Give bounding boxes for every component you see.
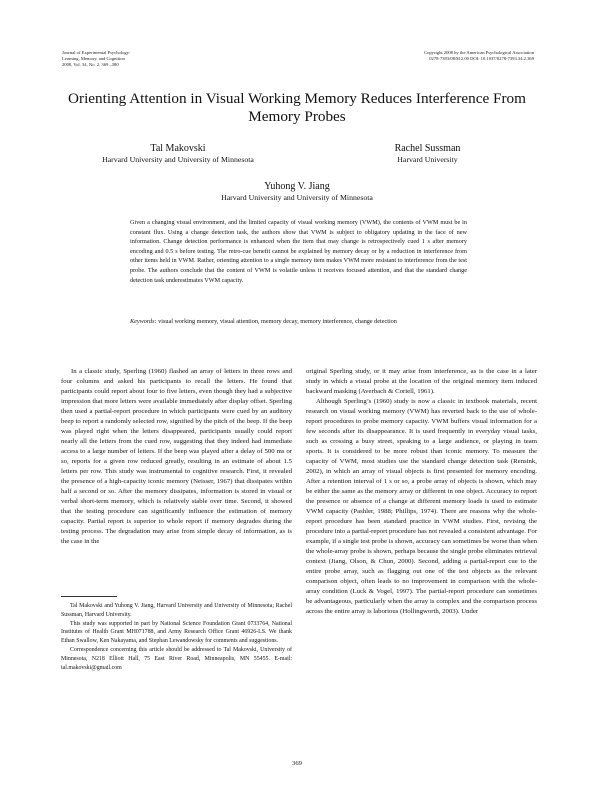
keywords-list: visual working memory, visual attention, memory decay, memory interference, change detection [158,318,397,325]
footnotes [61,602,292,673]
body-paragraph: Although Sperling’s (1960) study is now a classic in textbook materials, recent research on visual working memory (VWM) has reverted back to the use of whole-report procedures to probe memory capacity. VWM buffers visual information for a few seconds after its disappearance. It is used frequently in everyday visual tasks, such as crossing a busy street, speaking to a large audience, or playing in team sports. It is considered to be more robust than iconic memory. To measure the capacity of VWM, most studies use the standard change detection task (Rensink, 2002), in which an array of visual objects is first presented for memory encoding. After a retention interval of 1 s or so, a probe array of objects is shown, which may be either the same as the memory array or different in one object. Accuracy to report the presence or absence of a change at different memory loads is used to estimate VWM capacity (Pashler, 1988; Phillips, 1974). There are reasons why the whole-report procedure has been standard practice in VWM studies. First, revising the procedure into a partial-report procedure has not revealed a consistent advantage. For example, if a single test probe is shown, accuracy can sometimes be worse than when the whole-array probe is shown, perhaps because the single probe eliminates retrieval context (Jiang, Olson, & Chun, 2000). Second, adding a partial-report cue to the entire probe array, such as flagging out one of the test objects as the relevant comparison object, often leads to no improvement in comparison with the whole-array condition (Luck & Vogel, 1997). The partial-report procedure can sometimes be advantageous, particularly when the array is complex and the comparison process across the entire array is laborious (Hollingworth, 2003). Under [306,398,537,615]
footnote: This study was supported in part by National Science Foundation Grant 0733764, National Institutes of Health Grant MH071788, and Army Research Office Grant 46926-LS. We thank Ethan Swallow, Ken Nakayama, and Stephan Lewandowsky for comments and suggestions. [61,620,292,645]
right-column [306,367,537,617]
abstract: Given a changing visual environment, and the limited capacity of visual working memory (VWM), the contents of VWM must be in constant flux. Using a change detection task, the authors show that VWM is subject to obligatory updating in the face of new information. Change detection performance is enhanced when the item that may change is retrospectively cued 1 s after memory encoding and 0.5 s before testing. The retro-cue benefit cannot be explained by memory decay or by a reduction in interference from other items held in VWM. Rather, orienting attention to a single memory item makes VWM more resistant to interference from the test probe. The authors conclude that the content of VWM is volatile unless it receives focused attention, and that the standard change detection task underestimates VWM capacity. [130,219,467,284]
doi-line: 0278-7393/08/$12.00 DOI: 10.1037/0278-7393.34.2.369 [429,55,534,61]
body-paragraph: original Sperling study, or it may arise from interference, as is the case in a later study in which a visual probe at the location of the original memory item induced backward masking (Averbach & Coriell, 1961). [306,368,537,395]
author-block-1 [68,143,288,165]
author-name: Yuhong V. Jiang [264,181,330,192]
author-name: Tal Makovski [150,143,206,154]
journal-header [62,50,130,67]
copyright-header [424,50,534,62]
footnote: Correspondence concerning this article should be addressed to Tal Makovski, University of Minnesota, N218 Elliott Hall, 75 East River Road, Minneapolis, MN 55455. E-mail: tal.makovski@gmail.com [61,647,292,671]
author-affiliation: Harvard University and University of Minnesota [221,193,373,202]
author-block-2 [350,143,505,165]
journal-subtitle: Learning, Memory, and Cognition [62,55,125,61]
keywords-label: Keywords: [130,318,157,325]
footnote: Tal Makovski and Yuhong V. Jiang, Harvard University and University of Minnesota; Rachel Sussman, Harvard University. [61,603,292,618]
paper-title: Orienting Attention in Visual Working Memory Reduces Interference From Memory Probes [68,90,526,125]
author-affiliation: Harvard University [397,155,458,164]
author-affiliation: Harvard University and University of Minnesota [102,155,254,164]
author-name: Rachel Sussman [394,143,461,154]
author-block-3 [167,181,427,203]
page-number: 369 [292,760,302,767]
footnote-rule [61,596,117,597]
left-column [61,367,292,547]
keywords [130,317,467,327]
body-paragraph: In a classic study, Sperling (1960) flashed an array of letters in three rows and four columns and asked his participants to recall the letters. He found that participants could report about four to five letters, even though they had a subjective impression that more letters were available immediately after display offset. Sperling then used a partial-report procedure in which participants were cued by an auditory beep to report a randomly selected row, signified by the pitch of the beep. If the beep was played right when the letters disappeared, participants usually could report nearly all the letters from the cued row, suggesting that they indeed had immediate access to a large number of letters. If the beep was played after a delay of 500 ms or so, reports for a given row reduced greatly, resulting in an estimate of about 1.5 letters per row. This study was instrumental to cognitive research. First, it revealed the presence of a high-capacity iconic memory (Neisser, 1967) that dissipates within half a second or so. After the memory dissipates, information is stored in visual or verbal short-term memory, which is relatively stable over time. Second, it showed that the testing procedure can significantly influence the estimation of memory capacity. Partial report is superior to whole report if memory degrades during the testing process. The degradation may arise from simple decay of information, as is the case in the [61,368,292,545]
journal-volume: 2008, Vol. 34, No. 2, 369 –380 [62,61,119,67]
journal-name: Journal of Experimental Psychology: [62,50,131,55]
copyright-notice: Copyright 2008 by the American Psychological Association [424,50,534,55]
